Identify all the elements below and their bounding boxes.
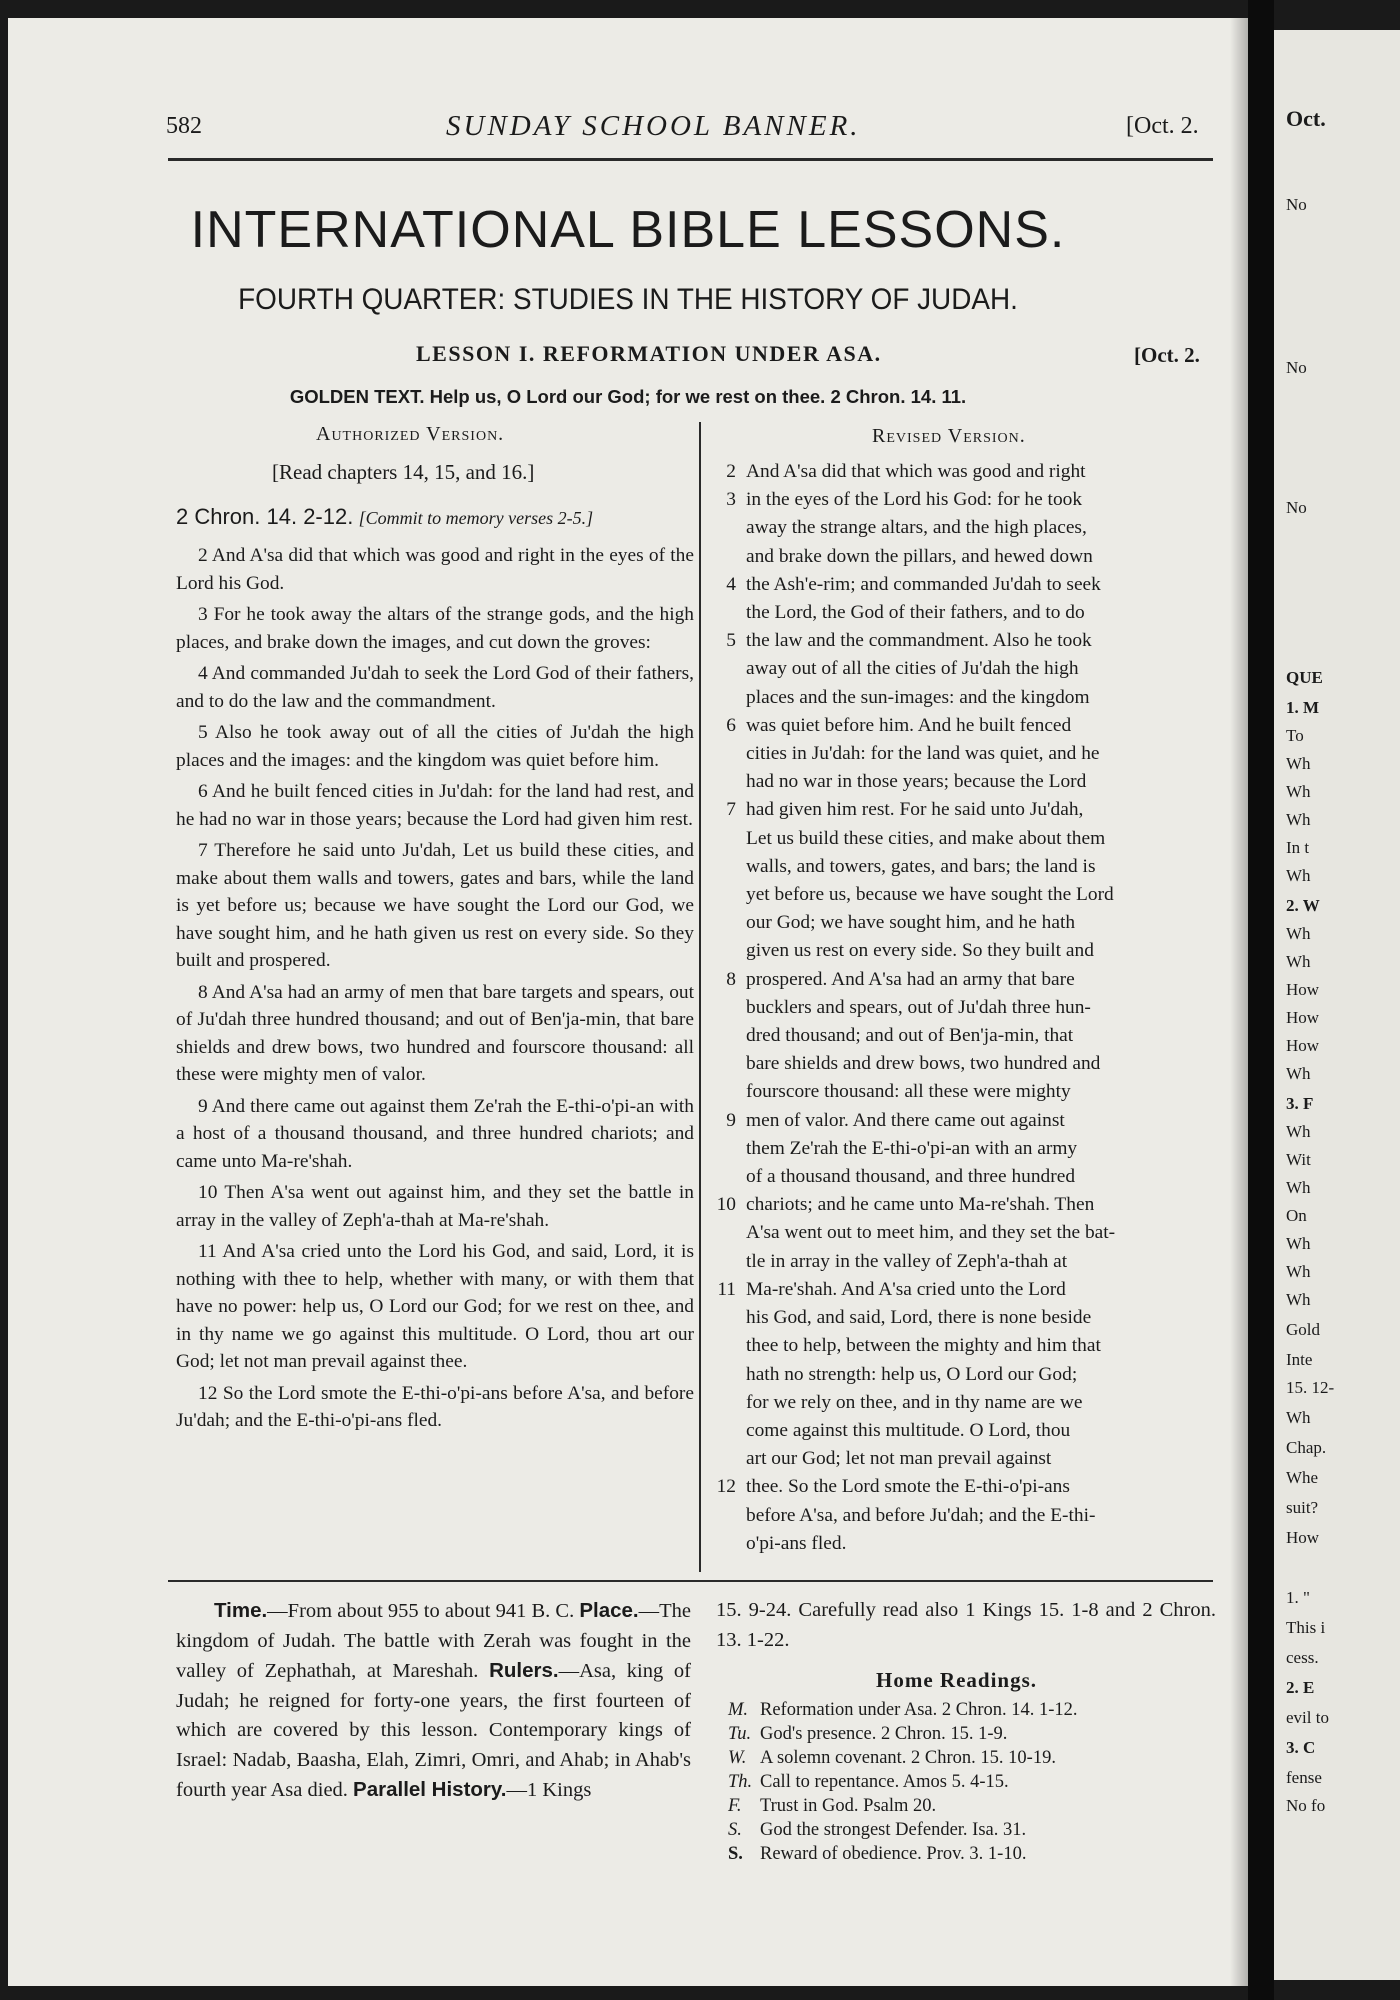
rv-line-text: them Ze'rah the E-thi-o'pi-an with an army: [746, 1137, 1078, 1159]
adjacent-page-fragment: Wh: [1286, 924, 1311, 943]
rv-line: [716, 1191, 1216, 1219]
authorized-reference: 2 Chron. 14. 2-12.: [176, 504, 354, 529]
authorized-reference-line: [176, 504, 593, 530]
adjacent-page-fragment: Wh: [1286, 1178, 1311, 1197]
adjacent-page-fragment: No: [1286, 358, 1307, 377]
parallel-label: Parallel History.: [353, 1778, 507, 1801]
rv-line: [746, 514, 1216, 542]
av-verse-12: 12 So the Lord smote the E-thi-o'pi-ans before A'sa, and before Ju'dah; and the E-thi-o'pi-ans fled.: [176, 1382, 694, 1431]
rv-verse-number: 12: [716, 1476, 736, 1498]
authorized-verses: [176, 542, 694, 1439]
rv-line-text: bucklers and spears, out of Ju'dah three hun-: [746, 996, 1091, 1018]
adjacent-page-fragment: 1. M: [1286, 698, 1320, 717]
adjacent-page-fragment: Wh: [1286, 1290, 1311, 1309]
rv-line: [746, 1530, 1216, 1558]
lesson-date: [Oct. 2.: [1134, 343, 1200, 367]
rv-line-text: had given him rest. For he said unto Ju'dah,: [746, 799, 1084, 821]
place-label: Place.: [579, 1599, 639, 1622]
rv-line-text: A'sa went out to meet him, and they set the bat-: [746, 1222, 1116, 1244]
rv-line-text: dred thousand; and out of Ben'ja-min, that: [746, 1025, 1074, 1047]
reading-text: God's presence. 2 Chron. 15. 1-9.: [760, 1724, 1008, 1744]
adjacent-page-fragment: 1. ": [1286, 1588, 1310, 1607]
reading-day: M.: [728, 1700, 749, 1720]
adjacent-page-fragment: This i: [1286, 1618, 1326, 1637]
rv-line: [726, 966, 1216, 994]
parallel-continued: [716, 1596, 1216, 1659]
rv-line: [717, 1276, 1216, 1304]
rv-line: [726, 712, 1216, 740]
home-reading-item: [728, 1698, 1218, 1722]
home-reading-item: [728, 1794, 1218, 1818]
rv-line: [746, 543, 1216, 571]
rv-line-text: the Ash'e-rim; and commanded Ju'dah to seek: [746, 573, 1101, 595]
adjacent-page-fragment: Wit: [1286, 1150, 1311, 1169]
rv-line: [746, 684, 1216, 712]
rv-line: [746, 1361, 1216, 1389]
av-verse-8: 8 And A'sa had an army of men that bare targets and spears, out of Ju'dah three hundred thousand; and out of Ben'ja-min, that bare shields and drew bows, two hundred and fourscore thousand: all these were mighty men of valor.: [176, 981, 694, 1085]
home-reading-item: [728, 1818, 1218, 1842]
rv-verse-number: 5: [726, 630, 736, 652]
adjacent-page-fragment: fense: [1286, 1768, 1322, 1787]
rv-line-text: away the strange altars, and the high places,: [746, 517, 1087, 539]
reading-day: S.: [728, 1820, 742, 1840]
adjacent-page-fragment: No: [1286, 498, 1307, 517]
home-reading-item: [728, 1722, 1218, 1746]
rv-line: [746, 1304, 1216, 1332]
reading-day: W.: [728, 1748, 747, 1768]
rv-line: [716, 1473, 1216, 1501]
rv-verse-number: 4: [726, 573, 736, 595]
adjacent-page-fragment: How: [1286, 1008, 1320, 1027]
av-verse-9: 9 And there came out against them Ze'rah the E-thi-o'pi-an with a host of a thousand thousand, and three hundred chariots; and came unto Ma-re'shah.: [176, 1095, 694, 1172]
adjacent-page-fragment: cess.: [1286, 1648, 1319, 1667]
rv-line: [746, 1022, 1216, 1050]
rv-line-text: our God; we have sought him, and he hath: [746, 912, 1076, 934]
parallel-text: —1 Kings: [506, 1779, 592, 1801]
rv-line-text: Let us build these cities, and make about them: [746, 827, 1106, 849]
adjacent-page-fragment: 3. C: [1286, 1738, 1316, 1757]
adjacent-page-fragment: How: [1286, 1528, 1320, 1547]
rv-line-text: away out of all the cities of Ju'dah the high: [746, 658, 1079, 680]
rv-line: [746, 1445, 1216, 1473]
parallel-continued-text: 15. 9-24. Carefully read also 1 Kings 15. 1-8 and 2 Chron. 13. 1-22.: [716, 1599, 1216, 1651]
av-verse-5: 5 Also he took away out of all the cities of Ju'dah the high places and the images: and the kingdom was quiet before him.: [176, 722, 694, 771]
adjacent-page-fragment: To: [1286, 726, 1304, 745]
rv-line-text: thee to help, between the mighty and him that: [746, 1335, 1101, 1357]
adjacent-page-fragment: Wh: [1286, 810, 1311, 829]
rv-line-text: chariots; and he came unto Ma-re'shah. Then: [746, 1194, 1095, 1216]
reading-text: Reformation under Asa. 2 Chron. 14. 1-12.: [760, 1700, 1078, 1720]
rv-line: [746, 937, 1216, 965]
adjacent-page-fragment: Gold: [1286, 1320, 1320, 1339]
reading-text: God the strongest Defender. Isa. 31.: [760, 1820, 1027, 1840]
av-verse-7: 7 Therefore he said unto Ju'dah, Let us build these cities, and make about them walls and towers, gates and bars, while the land is yet before us; because we have sought the Lord our God, we have sought him, and he hath given us rest on every side. So they built and prospered.: [176, 840, 694, 971]
rulers-label: Rulers.: [489, 1659, 559, 1682]
rv-line: [746, 994, 1216, 1022]
page-title: INTERNATIONAL BIBLE LESSONS.: [190, 201, 1066, 259]
rv-line: [746, 740, 1216, 768]
adjacent-page-fragment: Wh: [1286, 754, 1311, 773]
header-date: [Oct. 2.: [1126, 113, 1199, 139]
av-verse-6: 6 And he built fenced cities in Ju'dah: for the land had rest, and he had no war in those years; because the Lord had given him rest.: [176, 781, 694, 830]
adjacent-page-fragment: Wh: [1286, 1122, 1311, 1141]
rv-line: [726, 571, 1216, 599]
rv-line-text: fourscore thousand: all these were mighty: [746, 1081, 1071, 1103]
rv-line: [746, 881, 1216, 909]
rv-line-text: the law and the commandment. Also he took: [746, 630, 1092, 652]
rulers-text: —Asa, king of Judah; he reigned for forty-one years, the first fourteen of which are covered by this lesson. Contemporary kings of Israel: Nadab, Baasha, Elah, Zimri, Omri, and Ahab; in Ahab's fourth year Asa died.: [176, 1660, 691, 1801]
rv-line: [726, 486, 1216, 514]
rv-line-text: the Lord, the God of their fathers, and to do: [746, 602, 1085, 624]
home-readings-list: [728, 1698, 1218, 1866]
home-reading-item: [728, 1842, 1218, 1866]
rv-line-text: for we rely on thee, and in thy name are we: [746, 1391, 1083, 1413]
rv-line-text: his God, and said, Lord, there is none beside: [746, 1307, 1092, 1329]
rv-verse-number: 11: [717, 1278, 736, 1300]
rv-line-text: prospered. And A'sa had an army that bare: [746, 968, 1075, 990]
book-gutter: [1248, 0, 1274, 2000]
rv-line: [746, 1050, 1216, 1078]
rv-line-text: hath no strength: help us, O Lord our God;: [746, 1363, 1078, 1385]
magazine-page: [8, 18, 1248, 1986]
page-number: 582: [166, 113, 202, 139]
adjacent-page-fragment: How: [1286, 1036, 1320, 1055]
rv-line-text: and brake down the pillars, and hewed down: [746, 545, 1093, 567]
adjacent-page-edge: [1274, 30, 1400, 1980]
rv-verse-number: 10: [716, 1194, 736, 1216]
rv-line-text: walls, and towers, gates, and bars; the land is: [746, 855, 1096, 877]
rv-line-text: men of valor. And there came out against: [746, 1109, 1065, 1131]
reading-day: Th.: [728, 1772, 753, 1792]
adjacent-page-header: Oct.: [1286, 106, 1326, 131]
rv-line-text: had no war in those years; because the Lord: [746, 771, 1087, 793]
rv-line-text: yet before us, because we have sought the Lord: [746, 884, 1114, 906]
rv-line-text: o'pi-ans fled.: [746, 1532, 847, 1554]
home-reading-item: [728, 1746, 1218, 1770]
reading-day: F.: [728, 1796, 742, 1816]
column-divider: [699, 422, 701, 1572]
authorized-heading: Authorized Version.: [316, 423, 505, 445]
rv-verse-number: 3: [726, 489, 736, 511]
adjacent-page-fragment: Whe: [1286, 1468, 1319, 1487]
adjacent-page-fragment: How: [1286, 980, 1320, 999]
adjacent-page-fragment: Inte: [1286, 1350, 1313, 1369]
adjacent-page-fragment: On: [1286, 1206, 1307, 1225]
rv-line: [746, 1135, 1216, 1163]
adjacent-page-fragment: Wh: [1286, 952, 1311, 971]
rv-line: [746, 1078, 1216, 1106]
revised-heading: Revised Version.: [872, 425, 1026, 447]
adjacent-page-fragment: Wh: [1286, 1408, 1311, 1427]
rv-line: [726, 796, 1216, 824]
header-rule: [168, 158, 1213, 161]
authorized-read-note: [Read chapters 14, 15, and 16.]: [272, 460, 535, 484]
reading-text: Reward of obedience. Prov. 3. 1-10.: [760, 1844, 1027, 1864]
av-verse-11: 11 And A'sa cried unto the Lord his God, and said, Lord, it is nothing with thee to help, whether with many, or with them that have no power: help us, O Lord our God; for we rest on thee, and in thy name we go against this multitude. O Lord, thou art our God; let not man prevail against thee.: [176, 1241, 694, 1372]
adjacent-page-fragment: In t: [1286, 838, 1310, 857]
adjacent-page-fragment: Wh: [1286, 1262, 1311, 1281]
rv-line: [746, 655, 1216, 683]
rv-verse-number: 6: [726, 714, 736, 736]
adjacent-page-fragment: QUE: [1286, 668, 1323, 687]
rv-line: [746, 853, 1216, 881]
rv-line-text: in the eyes of the Lord his God: for he took: [746, 489, 1083, 511]
rv-verse-number: 8: [726, 968, 736, 990]
place-text: —The kingdom of Judah. The battle with Zerah was fought in the valley of Zephathah, at Mareshah.: [176, 1600, 691, 1682]
rv-line-text: tle in array in the valley of Zeph'a-thah at: [746, 1250, 1068, 1272]
rv-line: [746, 825, 1216, 853]
lesson-notes: [176, 1596, 691, 1810]
running-title: SUNDAY SCHOOL BANNER.: [446, 110, 861, 142]
av-verse-3: 3 For he took away the altars of the strange gods, and the high places, and brake down the images, and cut down the groves:: [176, 604, 694, 653]
rv-line-text: before A'sa, and before Ju'dah; and the E-thi-: [746, 1504, 1096, 1526]
av-verse-4: 4 And commanded Ju'dah to seek the Lord God of their fathers, and to do the law and the commandment.: [176, 663, 694, 712]
rv-line-text: thee. So the Lord smote the E-thi-o'pi-ans: [746, 1476, 1070, 1498]
rv-verse-number: 2: [726, 461, 736, 482]
rv-line-text: bare shields and drew bows, two hundred and: [746, 1053, 1101, 1075]
lesson-title: LESSON I. REFORMATION UNDER ASA.: [416, 341, 882, 366]
time-text: —From about 955 to about 941 B. C.: [267, 1600, 575, 1622]
reading-day: S.: [728, 1844, 743, 1864]
rv-line-text: cities in Ju'dah: for the land was quiet, and he: [746, 743, 1100, 765]
reading-text: Call to repentance. Amos 5. 4-15.: [760, 1772, 1009, 1792]
rv-line-text: come against this multitude. O Lord, thou: [746, 1419, 1071, 1441]
adjacent-page-fragment: No fo: [1286, 1796, 1326, 1815]
adjacent-page-fragment: 2. E: [1286, 1678, 1315, 1697]
adjacent-page-fragment: Wh: [1286, 1234, 1311, 1253]
adjacent-page-fragment: 3. F: [1286, 1094, 1314, 1113]
time-label: Time.: [214, 1599, 268, 1622]
adjacent-page-fragment: 2. W: [1286, 896, 1320, 915]
golden-text: GOLDEN TEXT. Help us, O Lord our God; for we rest on thee. 2 Chron. 14. 11.: [289, 386, 967, 407]
notes-paragraph: [176, 1596, 691, 1806]
adjacent-page-fragment: No: [1286, 195, 1307, 214]
rv-line: [746, 1332, 1216, 1360]
rv-line: [746, 1219, 1216, 1247]
av-verse-10: 10 Then A'sa went out against him, and they set the battle in array in the valley of Zeph'a-thah at Ma-re'shah.: [176, 1182, 694, 1231]
rv-line-text: places and the sun-images: and the kingdom: [746, 686, 1090, 708]
home-reading-item: [728, 1770, 1218, 1794]
adjacent-page-fragment: Wh: [1286, 782, 1311, 801]
adjacent-page-fragment: evil to: [1286, 1708, 1329, 1727]
rv-line: [746, 909, 1216, 937]
rv-line: [746, 768, 1216, 796]
rv-line: [746, 1389, 1216, 1417]
rv-line-text: art our God; let not man prevail against: [746, 1448, 1052, 1470]
rv-line: [726, 627, 1216, 655]
rv-line: [746, 1417, 1216, 1445]
revised-verses: [716, 458, 1216, 1558]
adjacent-page-fragment: 15. 12-: [1286, 1378, 1335, 1397]
reading-text: Trust in God. Psalm 20.: [760, 1796, 937, 1816]
adjacent-page-fragment: Chap.: [1286, 1438, 1327, 1457]
adjacent-page-fragment: suit?: [1286, 1498, 1319, 1517]
lower-rule: [168, 1580, 1213, 1582]
rv-line: [746, 1502, 1216, 1530]
reading-day: Tu.: [728, 1724, 752, 1744]
rv-line-text: And A'sa did that which was good and right: [746, 461, 1086, 482]
rv-line-text: given us rest on every side. So they built and: [746, 940, 1094, 962]
rv-line: [726, 1107, 1216, 1135]
rv-line-text: Ma-re'shah. And A'sa cried unto the Lord: [746, 1278, 1066, 1300]
page-subtitle: FOURTH QUARTER: STUDIES IN THE HISTORY OF JUDAH.: [238, 283, 1018, 316]
rv-line: [746, 599, 1216, 627]
rv-verse-number: 7: [726, 799, 736, 821]
rv-line-text: of a thousand thousand, and three hundred: [746, 1166, 1076, 1188]
memory-note: [Commit to memory verses 2-5.]: [358, 508, 594, 528]
adjacent-page-fragment: Wh: [1286, 1064, 1311, 1083]
rv-line-text: was quiet before him. And he built fenced: [746, 714, 1072, 736]
adjacent-page-fragment: Wh: [1286, 866, 1311, 885]
reading-text: A solemn covenant. 2 Chron. 15. 10-19.: [760, 1748, 1056, 1768]
rv-line: [746, 1163, 1216, 1191]
av-verse-2: 2 And A'sa did that which was good and right in the eyes of the Lord his God.: [176, 545, 694, 594]
home-readings-heading: Home Readings.: [876, 1668, 1037, 1692]
rv-verse-number: 9: [726, 1109, 736, 1131]
rv-line: [726, 458, 1216, 486]
rv-line: [746, 1248, 1216, 1276]
